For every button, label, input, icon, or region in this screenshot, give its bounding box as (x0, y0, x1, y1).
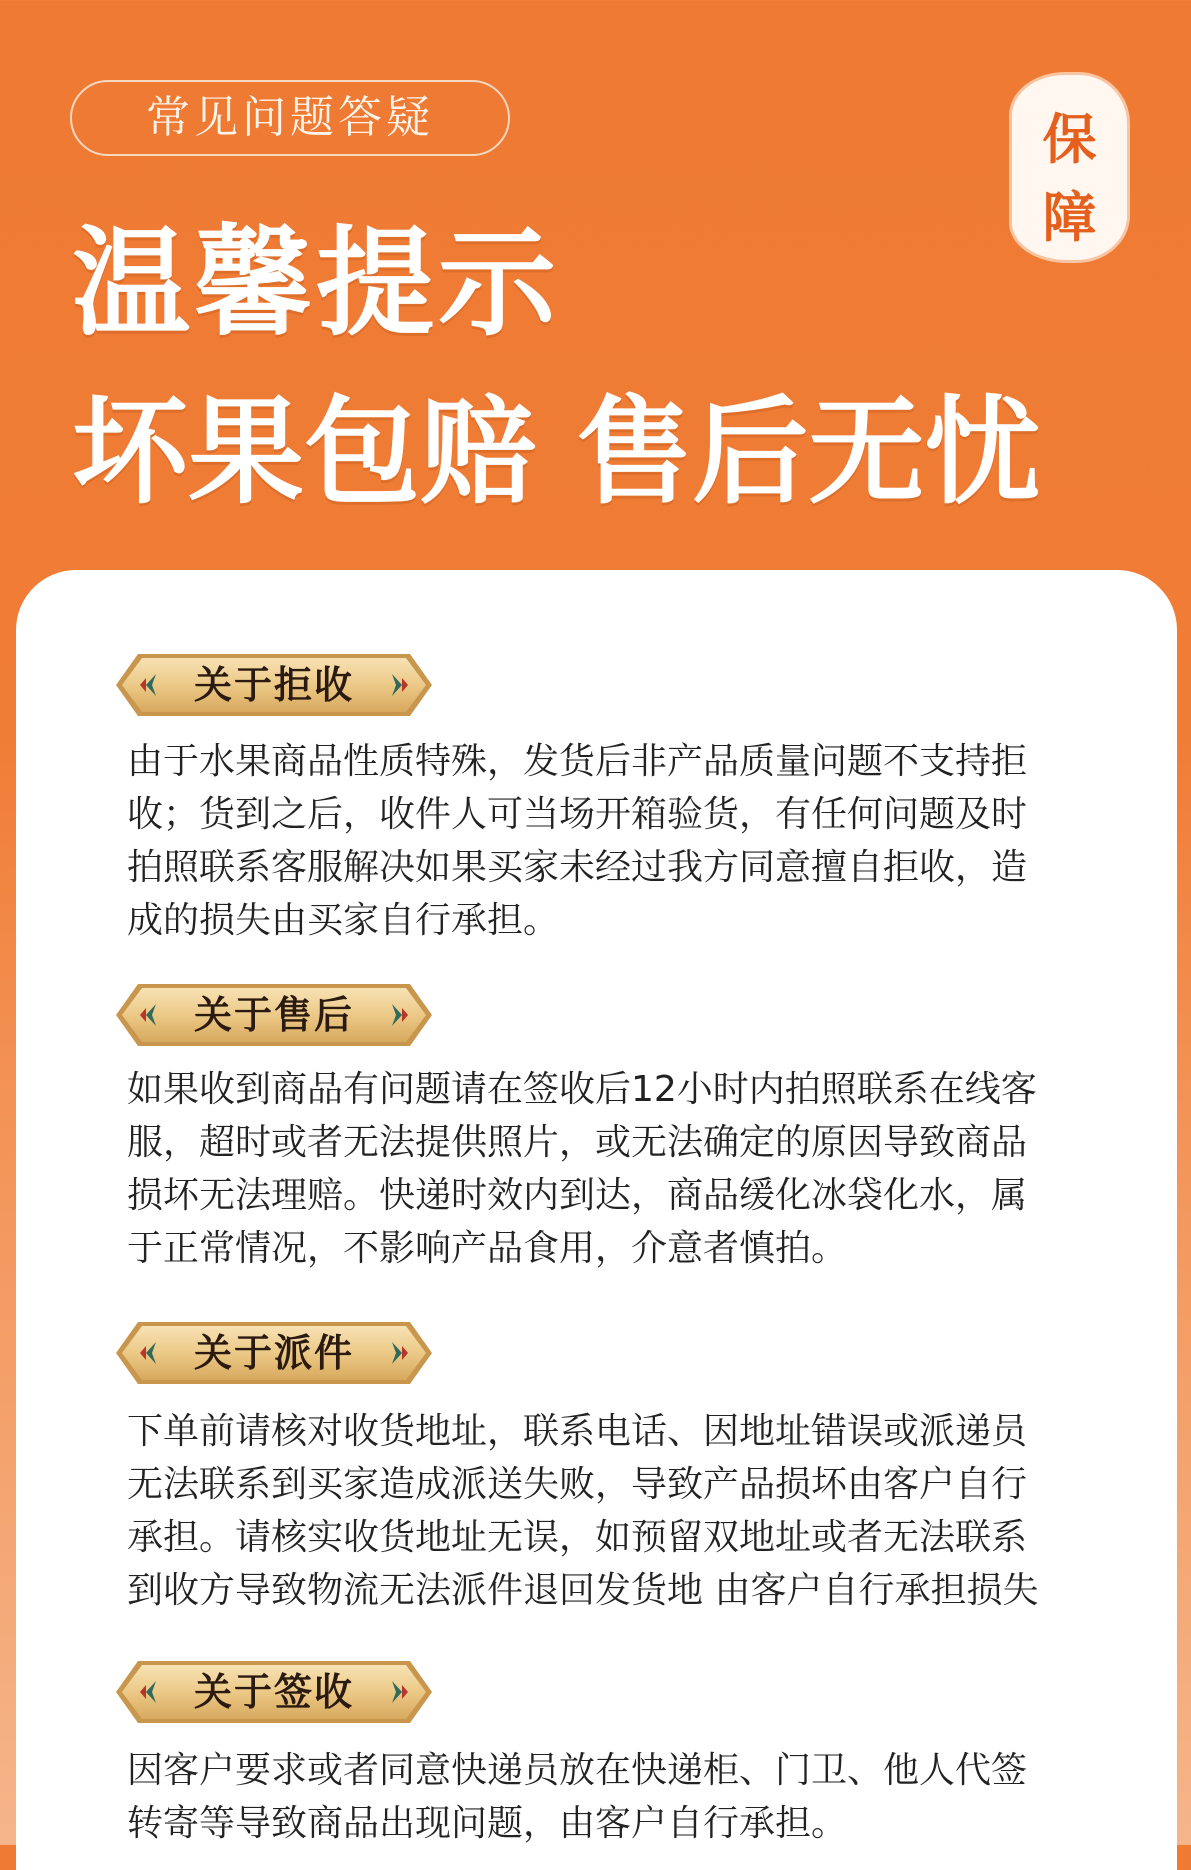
seal-char-2: 障 (1042, 185, 1097, 249)
section-title: 关于售后 (193, 992, 354, 1037)
section-body-signing: 因客户要求或者同意快递员放在快递柜、门卫、他人代签 转寄等导致商品出现问题，由客户自行承担。 (127, 1750, 1028, 1844)
section-title: 关于拒收 (193, 662, 354, 707)
section-body-rejection: 由于水果商品性质特殊，发货后非产品质量问题不支持拒 收；货到之后，收件人可当场开箱验货，有任何问题及时 拍照联系客服解决如果买家未经过我方同意擅自拒收，造 成的损失由买家自行承担。 (127, 741, 1028, 941)
section-tag-rejection (116, 650, 432, 720)
headline-warm-tip: 温馨提示 (72, 214, 561, 352)
section-title: 关于派件 (193, 1330, 354, 1375)
section-body-after-sales: 如果收到商品有问题请在签收后12小时内拍照联系在线客 服，超时或者无法提供照片，或无法确定的原因导致商品 损坏无法理赔。快递时效内到达，商品缓化冰袋化水，属 于正常情况，不影响产品食用，介意者慎拍。 (127, 1069, 1037, 1269)
section-body-delivery: 下单前请核对收货地址，联系电话、因地址错误或派递员 无法联系到买家造成派送失败，导致产品损坏由客户自行 承担。请核实收货地址无误，如预留双地址或者无法联系 到收方导致物流无法派件退回发货地 由客户自行承担损失 (127, 1411, 1039, 1611)
guarantee-seal-icon (1012, 75, 1127, 260)
section-title: 关于签收 (193, 1669, 354, 1714)
headline-guarantee: 坏果包赔 售后无忧 (72, 385, 1041, 520)
section-tag-signing (116, 1657, 432, 1727)
faq-label: 常见问题答疑 (70, 80, 510, 156)
section-tag-delivery (116, 1318, 432, 1388)
seal-char-1: 保 (1042, 107, 1097, 171)
section-tag-after-sales (116, 980, 432, 1050)
